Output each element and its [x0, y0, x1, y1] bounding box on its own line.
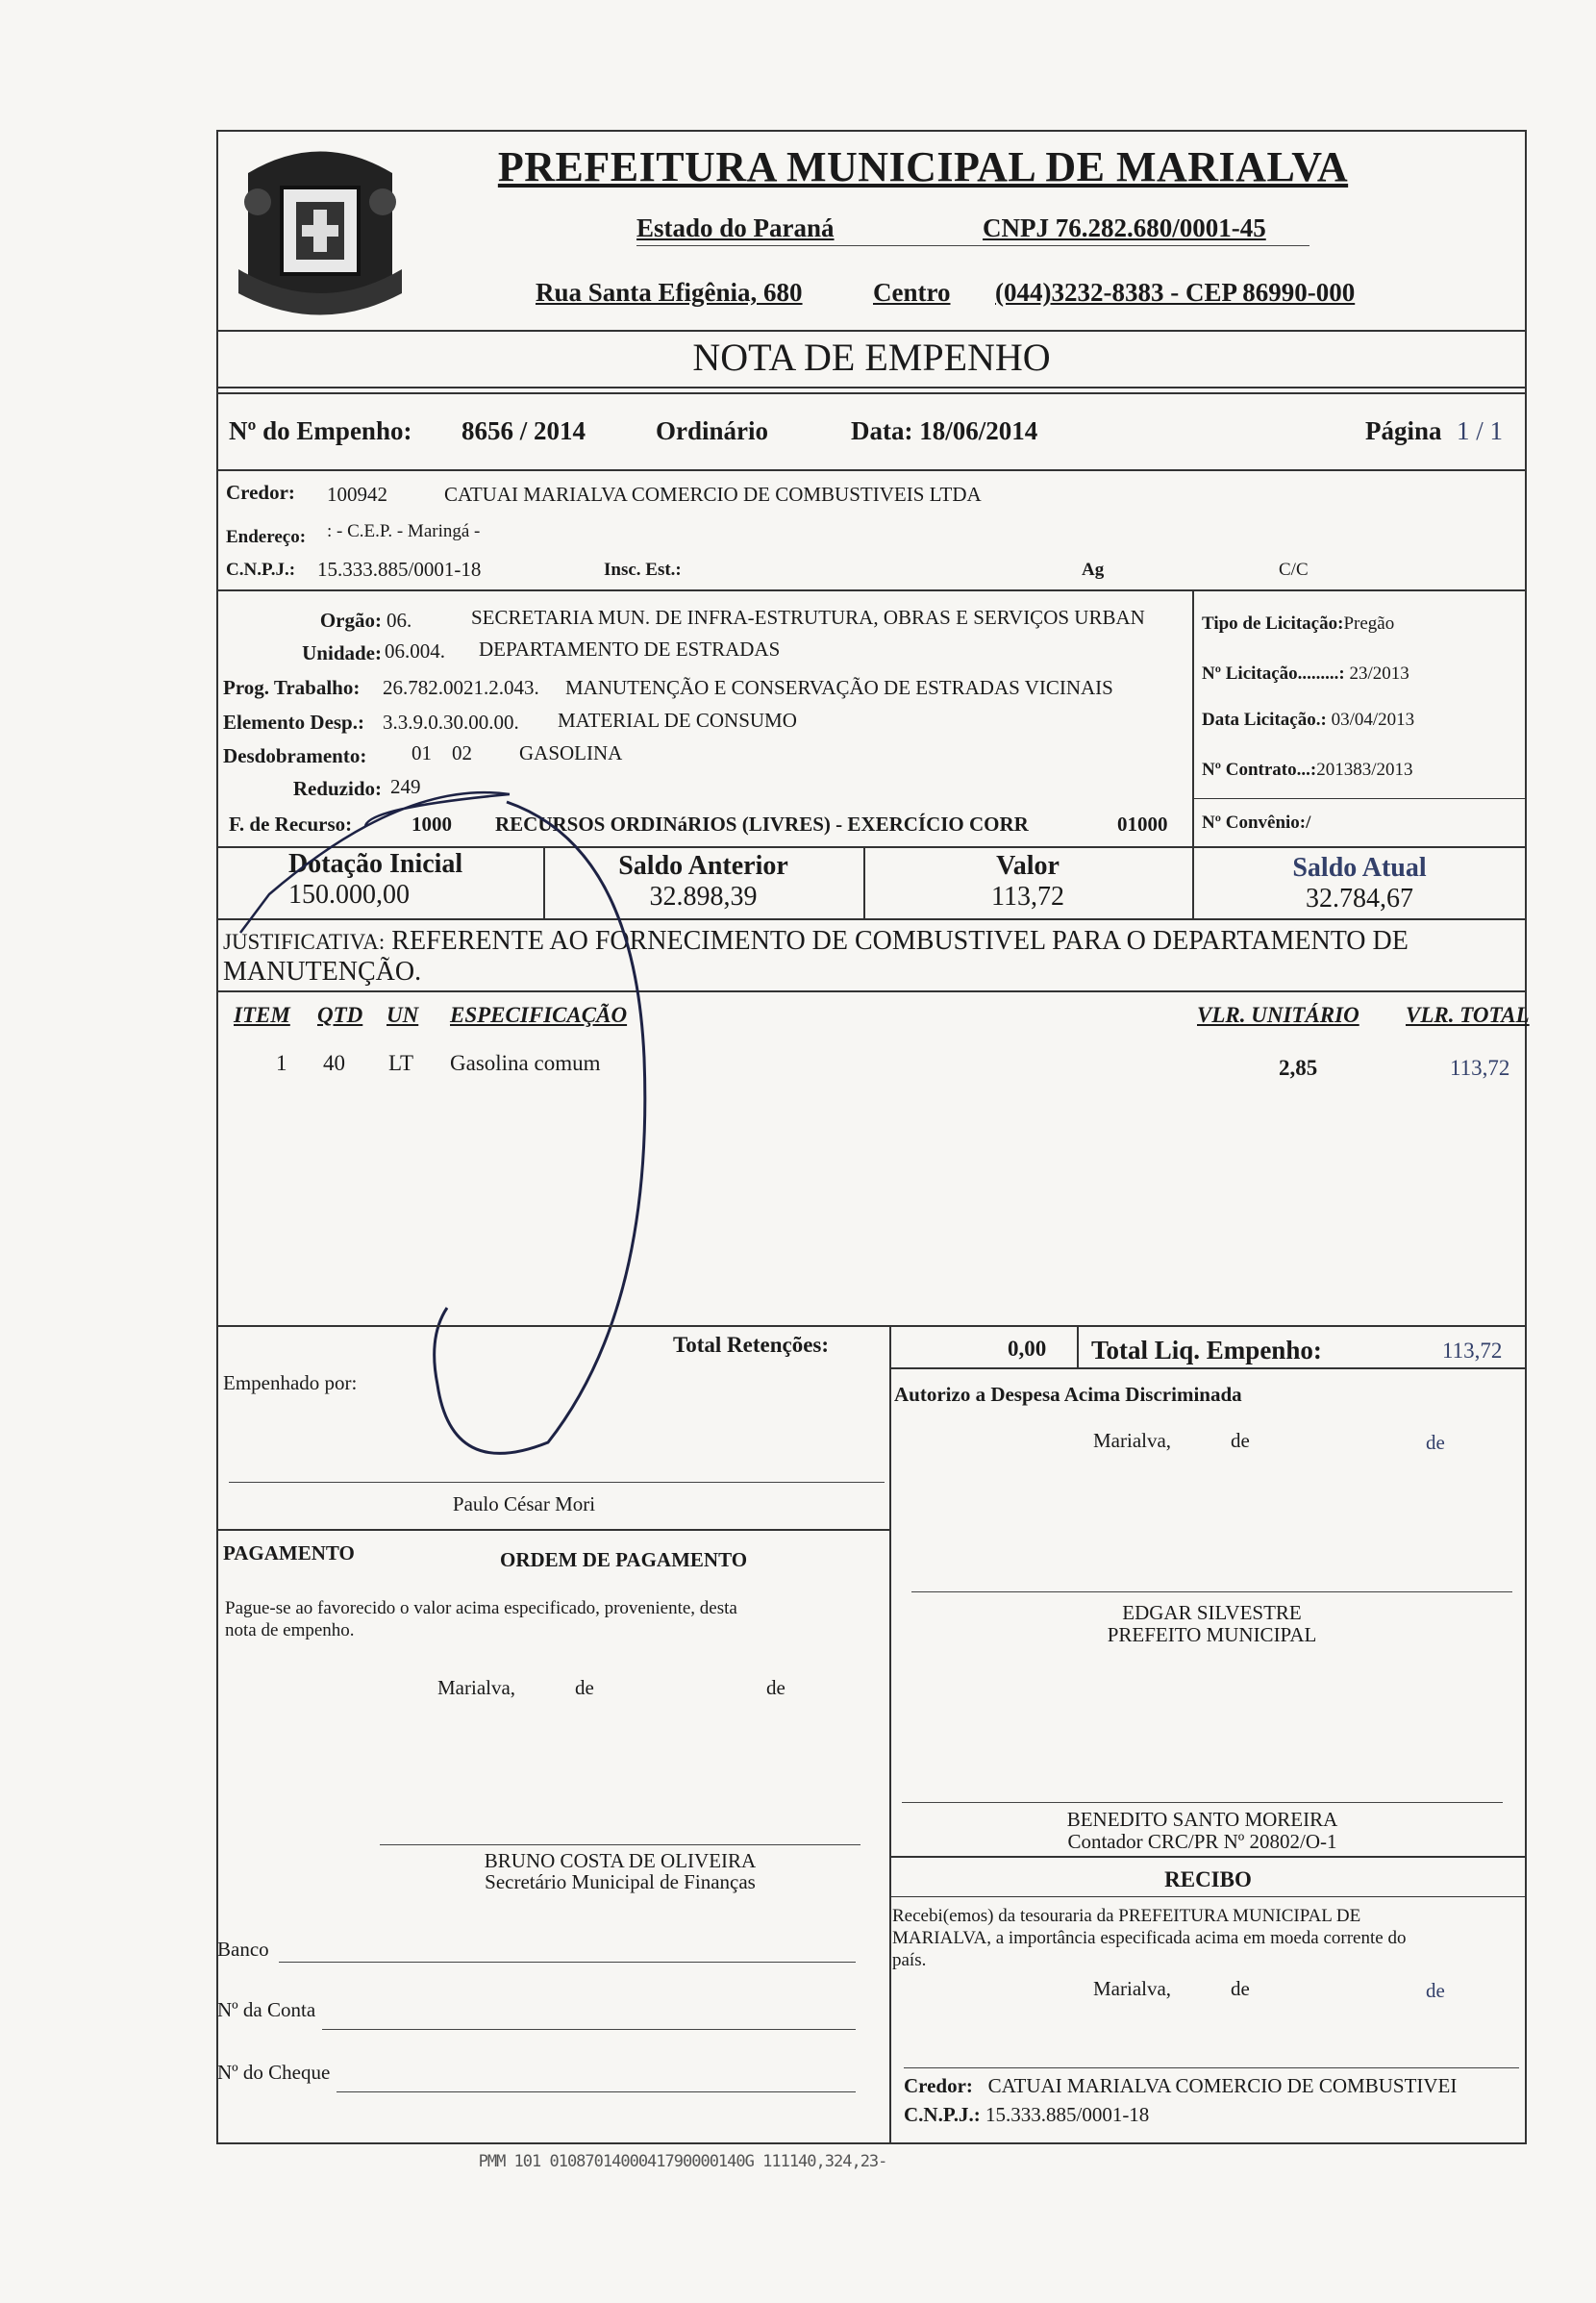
- contrato-value: 201383/2013: [1316, 760, 1413, 780]
- dotacao-inicial-value: 150.000,00: [288, 880, 410, 910]
- recibo-credor-name: CATUAI MARIALVA COMERCIO DE COMBUSTIVEI: [987, 2074, 1458, 2097]
- col-vlr-total: VLR. TOTAL: [1406, 1003, 1530, 1027]
- empenho-date: Data: 18/06/2014: [851, 416, 1038, 445]
- insc-est-label: Insc. Est.:: [604, 560, 682, 580]
- autorizo-text: Autorizo a Despesa Acima Discriminada: [894, 1383, 1242, 1406]
- page-value: 1 / 1: [1457, 416, 1504, 445]
- recurso-code2: 01000: [1117, 813, 1168, 836]
- secretario-signature-line: [380, 1844, 860, 1845]
- recibo-place: Marialva,: [1093, 1977, 1172, 2000]
- header-state: Estado do Paraná: [636, 213, 835, 242]
- ag-label: Ag: [1082, 560, 1105, 580]
- doc-title: NOTA DE EMPENHO: [692, 336, 1051, 379]
- header-title: PREFEITURA MUNICIPAL DE MARIALVA: [497, 143, 1349, 190]
- saldo-anterior-label: Saldo Anterior: [618, 851, 788, 881]
- credor-code: 100942: [327, 483, 387, 506]
- unidade-label: Unidade:: [302, 641, 382, 664]
- header-street: Rua Santa Efigênia, 680: [536, 278, 803, 307]
- empenho-label: Nº do Empenho:: [229, 416, 412, 445]
- col-vlr-unitario: VLR. UNITÁRIO: [1197, 1003, 1359, 1027]
- row-un: LT: [388, 1051, 413, 1075]
- contador-signature-line: [902, 1802, 1503, 1803]
- desdob-label: Desdobramento:: [223, 744, 367, 767]
- recibo-de-2: de: [1426, 1979, 1445, 2002]
- recibo-de-1: de: [1231, 1977, 1250, 2000]
- recibo-signature-line: [904, 2067, 1519, 2068]
- justificativa-text-1: REFERENTE AO FORNECIMENTO DE COMBUSTIVEL PARA O DEPARTAMENTO DE: [391, 926, 1409, 956]
- saldo-anterior-value: 32.898,39: [649, 882, 758, 912]
- desdob-code1: 01: [411, 741, 432, 764]
- pagamento-de-2: de: [766, 1676, 786, 1699]
- unidade-name: DEPARTAMENTO DE ESTRADAS: [479, 638, 781, 661]
- recurso-name: RECURSOS ORDINáRIOS (LIVRES) - EXERCÍCIO CORR: [495, 813, 1029, 836]
- recibo-text-1: Recebi(emos) da tesouraria da PREFEITURA MUNICIPAL DE: [892, 1906, 1361, 1926]
- convenio-label: Nº Convênio:/: [1202, 813, 1311, 833]
- tipo-licitacao-label: Tipo de Licitação:: [1202, 613, 1344, 634]
- total-liq-value: 113,72: [1442, 1339, 1503, 1363]
- cc-label: C/C: [1279, 560, 1309, 580]
- footer-code: PMM 101 0108701400041790000140G 111140,324,23-: [478, 2152, 887, 2171]
- page-label: Página: [1365, 416, 1442, 445]
- cnpj-label: C.N.P.J.:: [226, 560, 296, 580]
- banco-label: Banco: [217, 1938, 269, 1961]
- empenho-type: Ordinário: [656, 416, 769, 445]
- row-item: 1: [276, 1051, 287, 1075]
- header-district: Centro: [873, 278, 951, 307]
- cheque-field: [337, 2091, 856, 2092]
- conta-field: [322, 2029, 856, 2030]
- numero-licitacao-value: 23/2013: [1349, 663, 1409, 684]
- valor-label: Valor: [996, 851, 1060, 881]
- pagamento-label: PAGAMENTO: [223, 1541, 355, 1565]
- valor-value: 113,72: [991, 882, 1064, 912]
- pagamento-de-1: de: [575, 1676, 594, 1699]
- justificativa-label: JUSTIFICATIVA:: [223, 930, 386, 954]
- header-cnpj: CNPJ 76.282.680/0001-45: [983, 213, 1266, 242]
- cnpj-value: 15.333.885/0001-18: [317, 558, 482, 581]
- coat-of-arms-icon: [229, 135, 411, 337]
- recibo-text-2: MARIALVA, a importância especificada acima em moeda corrente do: [892, 1928, 1407, 1948]
- pagamento-text-1: Pague-se ao favorecido o valor acima especificado, proveniente, desta: [225, 1598, 737, 1618]
- conta-label: Nº da Conta: [217, 1998, 316, 2021]
- col-especificacao: ESPECIFICAÇÃO: [450, 1003, 628, 1027]
- prog-name: MANUTENÇÃO E CONSERVAÇÃO DE ESTRADAS VICINAIS: [565, 676, 1113, 699]
- row-vlr-total: 113,72: [1450, 1056, 1510, 1080]
- elemento-label: Elemento Desp.:: [223, 711, 364, 734]
- saldo-atual-value: 32.784,67: [1306, 884, 1413, 914]
- recibo-text-3: país.: [892, 1950, 927, 1970]
- recibo-cnpj-value: 15.333.885/0001-18: [985, 2103, 1150, 2126]
- handwritten-oval-mark: [221, 769, 654, 1462]
- prog-label: Prog. Trabalho:: [223, 676, 361, 699]
- desdob-name: GASOLINA: [519, 741, 623, 764]
- credor-name: CATUAI MARIALVA COMERCIO DE COMBUSTIVEIS LTDA: [444, 483, 982, 506]
- data-licitacao-value: 03/04/2013: [1331, 710, 1415, 730]
- empenhado-name: Paulo César Mori: [452, 1492, 596, 1515]
- row-vlr-unitario: 2,85: [1279, 1056, 1318, 1080]
- prog-code: 26.782.0021.2.043.: [383, 676, 539, 699]
- credor-label: Credor:: [226, 481, 295, 504]
- secretario-name: BRUNO COSTA DE OLIVEIRA: [484, 1849, 757, 1872]
- recurso-code: 1000: [411, 813, 452, 836]
- row-qtd: 40: [323, 1051, 345, 1075]
- numero-licitacao-label: Nº Licitação.........:: [1202, 663, 1345, 684]
- orgao-label: Orgão:: [319, 609, 382, 632]
- contador-name: BENEDITO SANTO MOREIRA: [1066, 1808, 1338, 1831]
- col-qtd: QTD: [317, 1003, 363, 1027]
- endereco-label: Endereço:: [226, 527, 307, 547]
- empenho-number: 8656 / 2014: [461, 416, 586, 445]
- pagamento-text-2: nota de empenho.: [225, 1620, 355, 1640]
- contador-role: Contador CRC/PR Nº 20802/O-1: [1067, 1830, 1337, 1853]
- prefeito-role: PREFEITO MUNICIPAL: [1107, 1623, 1317, 1646]
- autorizo-place: Marialva,: [1093, 1429, 1172, 1452]
- col-un: UN: [387, 1003, 419, 1027]
- reduzido-label: Reduzido:: [292, 777, 382, 800]
- header-underline: [636, 245, 1309, 246]
- cheque-label: Nº do Cheque: [217, 2061, 331, 2084]
- unidade-code: 06.004.: [385, 639, 445, 663]
- endereco-value: : - C.E.P. - Maringá -: [327, 521, 481, 541]
- dotacao-inicial-label: Dotação Inicial: [288, 849, 463, 879]
- col-item: ITEM: [234, 1003, 290, 1027]
- empenhado-signature-line: [229, 1482, 885, 1483]
- desdob-code2: 02: [452, 741, 472, 764]
- elemento-code: 3.3.9.0.30.00.00.: [383, 711, 519, 734]
- autorizo-de-2: de: [1426, 1431, 1445, 1454]
- retencoes-label: Total Retenções:: [673, 1333, 830, 1357]
- tipo-licitacao-value: Pregão: [1343, 613, 1395, 634]
- retencoes-value: 0,00: [1008, 1337, 1047, 1361]
- orgao-name: SECRETARIA MUN. DE INFRA-ESTRUTURA, OBRAS E SERVIÇOS URBAN: [471, 606, 1145, 629]
- orgao-code: 06.: [387, 609, 412, 632]
- autorizo-de-1: de: [1231, 1429, 1250, 1452]
- prefeito-signature-line: [911, 1591, 1512, 1592]
- recurso-label: F. de Recurso:: [229, 813, 353, 836]
- recibo-cnpj-label: C.N.P.J.:: [904, 2103, 981, 2126]
- pagamento-place: Marialva,: [437, 1676, 516, 1699]
- elemento-name: MATERIAL DE CONSUMO: [558, 709, 797, 732]
- recibo-title: RECIBO: [1164, 1867, 1252, 1891]
- secretario-role: Secretário Municipal de Finanças: [485, 1870, 756, 1893]
- reduzido-value: 249: [390, 775, 421, 798]
- total-liq-label: Total Liq. Empenho:: [1091, 1336, 1322, 1364]
- banco-field: [279, 1962, 856, 1963]
- contrato-label: Nº Contrato...:: [1202, 760, 1317, 780]
- saldo-atual-label: Saldo Atual: [1292, 853, 1427, 883]
- prefeito-name: EDGAR SILVESTRE: [1122, 1601, 1302, 1624]
- ordem-pagamento-label: ORDEM DE PAGAMENTO: [500, 1548, 748, 1571]
- recibo-credor-label: Credor:: [904, 2074, 973, 2097]
- row-especificacao: Gasolina comum: [450, 1051, 601, 1075]
- data-licitacao-label: Data Licitação.:: [1202, 710, 1327, 730]
- header-phone-cep: (044)3232-8383 - CEP 86990-000: [995, 278, 1356, 307]
- empenhado-label: Empenhado por:: [223, 1371, 358, 1394]
- justificativa-text-2: MANUTENÇÃO.: [223, 957, 422, 987]
